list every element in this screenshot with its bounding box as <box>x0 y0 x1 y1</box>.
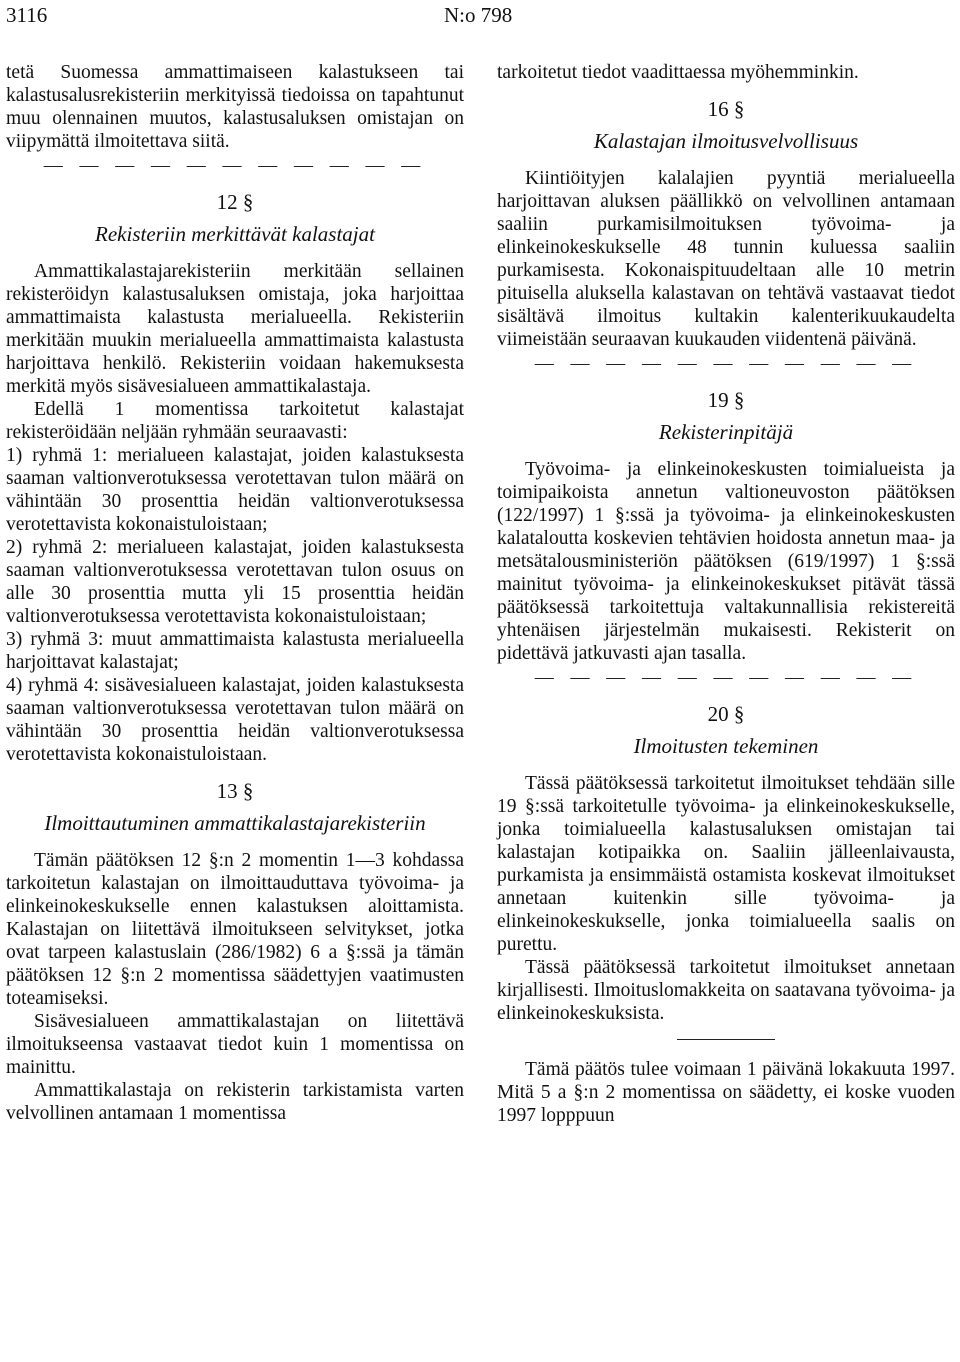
paragraph: Ammattikalastaja on rekisterin tarkistamista varten velvollinen antamaan 1 momentissa <box>6 1080 464 1124</box>
page-number: 3116 <box>6 3 48 27</box>
issue-number: N:o 798 <box>444 3 513 27</box>
paragraph: Tämä päätös tulee voimaan 1 päivänä lokakuuta 1997. Mitä 5 a §:n 2 momentissa on säädetty, ei koske vuoden 1997 lopppuun <box>497 1059 955 1126</box>
paragraph: Tässä päätöksessä tarkoitetut ilmoitukset annetaan kirjallisesti. Ilmoituslomakkeita on saatavana työvoima- ja elinkeinokeskuksista. <box>497 957 955 1024</box>
page-header <box>6 2 954 30</box>
list-item: 1) ryhmä 1: merialueen kalastajat, joiden kalastuksesta saaman valtionverotuksessa verotettavan tulon määrä on vähintään 30 prosenttia heidän valtionverotuksessa verotettavista kokonaistuloistaan; <box>6 445 464 535</box>
list-item: 4) ryhmä 4: sisävesialueen kalastajat, joiden kalastuksesta saaman valtionverotuksessa verotettavan tulon määrä on vähintään 30 prosenttia heidän valtionverotuksessa verotettavista kokonaistuloistaan. <box>6 675 464 765</box>
section-number: 12 § <box>216 190 254 214</box>
section-title: Ilmoitusten tekeminen <box>633 734 819 758</box>
section-title: Rekisteriin merkittävät kalastajat <box>95 222 375 246</box>
short-rule <box>677 1039 775 1040</box>
paragraph: Työvoima- ja elinkeinokeskusten toimialueista ja toimipaikoista annetun valtioneuvoston päätöksen (122/1997) 1 §:ssä ja työvoima- ja elinkeinokeskusten kalataloutta koskevien tehtävien hoidosta annetun maa- ja metsätalousministeriön päätöksen (619/1997) 1 §:ssä mainitut työvoima- ja elinkeinokeskukset pitävät tässä päätöksessä tarkoitettuja valtakunnallisia rekistereitä yhtenäisen järjestelmän mukaisesti. Rekisterit on pidettävä jatkuvasti ajan tasalla. <box>497 459 955 664</box>
paragraph: tetä Suomessa ammattimaiseen kalastukseen tai kalastusalusrekisteriin merkityissä tiedoissa on tapahtunut muu olennainen muutos, kalastusaluksen omistajan on viipymättä ilmoitettava siitä. <box>6 62 464 152</box>
list-item: 3) ryhmä 3: muut ammattimaista kalastusta merialueella harjoittavat kalastajat; <box>6 629 464 673</box>
paragraph: Sisävesialueen ammattikalastajan on liitettävä ilmoitukseensa vastaavat tiedot kuin 1 momentissa on mainittu. <box>6 1011 464 1078</box>
paragraph: Tässä päätöksessä tarkoitetut ilmoitukset tehdään sille 19 §:ssä tarkoitetulle työvoima- ja elinkeinokeskukselle, jonka toimialueella kalastusaluksen omistajan tai kalastajan kotipaikka on. Saaliin jälleenlaivausta, purkamista ja ensimmäistä ostamista koskevat ilmoitukset annetaan kuitenkin sille työvoima- ja elinkeinokeskukselle, jonka toimialueella saalis on purettu. <box>497 773 955 955</box>
section-separator: — — — — — — — — — — — <box>534 353 918 374</box>
section-number: 20 § <box>707 702 745 726</box>
section-number: 13 § <box>216 779 254 803</box>
paragraph: Kiintiöityjen kalalajien pyyntiä merialueella harjoittavan aluksen päällikkö on velvollinen antamaan saaliin purkamisilmoituksen työvoima- ja elinkeinokeskukselle 48 tunnin kuluessa saaliin purkamisesta. Kokonaispituudeltaan alle 10 metrin pituisella aluksella kalastavan on tehtävä vastaavat tiedot sisältävä ilmoitus kultakin kalenterikuukaudelta viimeistään seuraavan kuukauden viidentenä päivänä. <box>497 168 955 350</box>
paragraph: tarkoitetut tiedot vaadittaessa myöhemminkin. <box>497 62 859 83</box>
section-title: Rekisterinpitäjä <box>658 420 794 444</box>
paragraph: Tämän päätöksen 12 §:n 2 momentin 1—3 kohdassa tarkoitetun kalastajan on ilmoittauduttava työvoima- ja elinkeinokeskukselle ennen kalastuksen aloittamista. Kalastajan on liitettävä ilmoitukseen selvitykset, jotka ovat tarpeen kalastuslain (286/1982) 6 a §:ssä ja tämän päätöksen 12 §:n 2 momentissa säädettyjen vaatimusten toteamiseksi. <box>6 850 464 1009</box>
section-separator: — — — — — — — — — — — <box>43 155 427 176</box>
right-column <box>497 61 955 1127</box>
section-title: Kalastajan ilmoitusvelvollisuus <box>593 129 859 153</box>
section-number: 16 § <box>707 97 745 121</box>
section-title: Ilmoittautuminen ammattikalastajarekisteriin <box>44 811 426 835</box>
paragraph: Ammattikalastajarekisteriin merkitään sellainen rekisteröidyn kalastusaluksen omistaja, joka harjoittaa ammattimaista kalastusta merialueella. Rekisteriin merkitään muukin merialueella ammattimaista kalastusta harjoittava henkilö. Rekisteriin voidaan hakemuksesta merkitä myös sisävesialueen ammattikalastaja. <box>6 261 464 397</box>
list-item: 2) ryhmä 2: merialueen kalastajat, joiden kalastuksesta saaman valtionverotuksessa verotettavan tulon osuus on alle 30 prosenttia mutta yli 15 prosenttia heidän valtionverotuksessa verotettavista kokonaistuloistaan; <box>6 537 464 627</box>
paragraph: Edellä 1 momentissa tarkoitetut kalastajat rekisteröidään neljään ryhmään seuraavasti: <box>6 399 464 443</box>
left-column <box>6 61 464 1125</box>
section-separator: — — — — — — — — — — — <box>534 667 918 688</box>
section-number: 19 § <box>707 388 745 412</box>
